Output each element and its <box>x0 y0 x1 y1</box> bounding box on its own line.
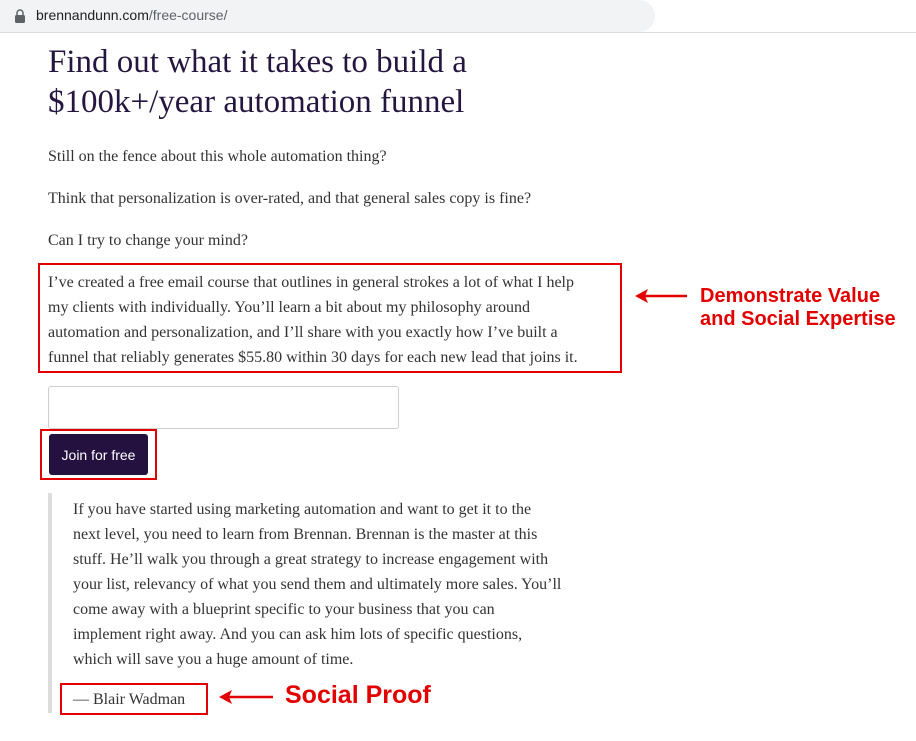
join-for-free-button[interactable]: Join for free <box>49 434 148 475</box>
quote-line: If you have started using marketing automation and want to get it to the <box>73 501 532 518</box>
value-line: automation and personalization, and I’ll share with you exactly how I’ve built a <box>48 324 558 341</box>
testimonial-quote <box>73 497 613 672</box>
email-input[interactable] <box>48 386 399 429</box>
lock-icon <box>14 9 26 23</box>
page-title <box>48 42 608 122</box>
value-annotation-line-1: Demonstrate Value <box>700 285 881 307</box>
browser-url-bar[interactable] <box>0 0 916 33</box>
value-annotation-line-2: and Social Expertise <box>700 308 896 330</box>
arrow-left-icon <box>218 689 274 705</box>
author-highlight-box <box>60 683 208 715</box>
quote-line: which will save you a huge amount of time. <box>73 651 354 668</box>
blockquote-border <box>48 493 52 713</box>
value-line: I’ve created a free email course that outlines in general strokes a lot of what I help <box>48 274 574 291</box>
url-domain: brennandunn.com <box>36 7 149 23</box>
value-line: funnel that reliably generates $55.80 within 30 days for each new lead that joins it. <box>48 349 578 366</box>
quote-author: — Blair Wadman <box>73 691 186 708</box>
title-line-2: $100k+/year automation funnel <box>48 84 465 120</box>
arrow-left-icon <box>634 288 688 304</box>
address-field[interactable] <box>0 0 655 32</box>
quote-line: implement right away. And you can ask him lots of specific questions, <box>73 626 523 643</box>
intro-paragraph-1: Still on the fence about this whole automation thing? <box>48 148 387 165</box>
intro-paragraph-2: Think that personalization is over-rated, and that general sales copy is fine? <box>48 190 532 207</box>
button-highlight-box <box>40 429 157 480</box>
quote-line: next level, you need to learn from Brennan. Brennan is the master at this <box>73 526 538 543</box>
quote-line: your list, relevancy of what you send them and ultimately more sales. You’ll <box>73 576 562 593</box>
value-annotation-label <box>700 285 896 331</box>
quote-line: come away with a blueprint specific to your business that you can <box>73 601 495 618</box>
url-path: /free-course/ <box>148 7 228 23</box>
value-highlight-box <box>38 263 622 373</box>
title-line-1: Find out what it takes to build a <box>48 44 467 80</box>
value-line: my clients with individually. You’ll learn a bit about my philosophy around <box>48 299 531 316</box>
proof-annotation-label: Social Proof <box>285 681 431 709</box>
quote-line: stuff. He’ll walk you through a great strategy to increase engagement with <box>73 551 549 568</box>
url-text[interactable] <box>36 7 227 23</box>
intro-paragraph-3: Can I try to change your mind? <box>48 232 248 249</box>
